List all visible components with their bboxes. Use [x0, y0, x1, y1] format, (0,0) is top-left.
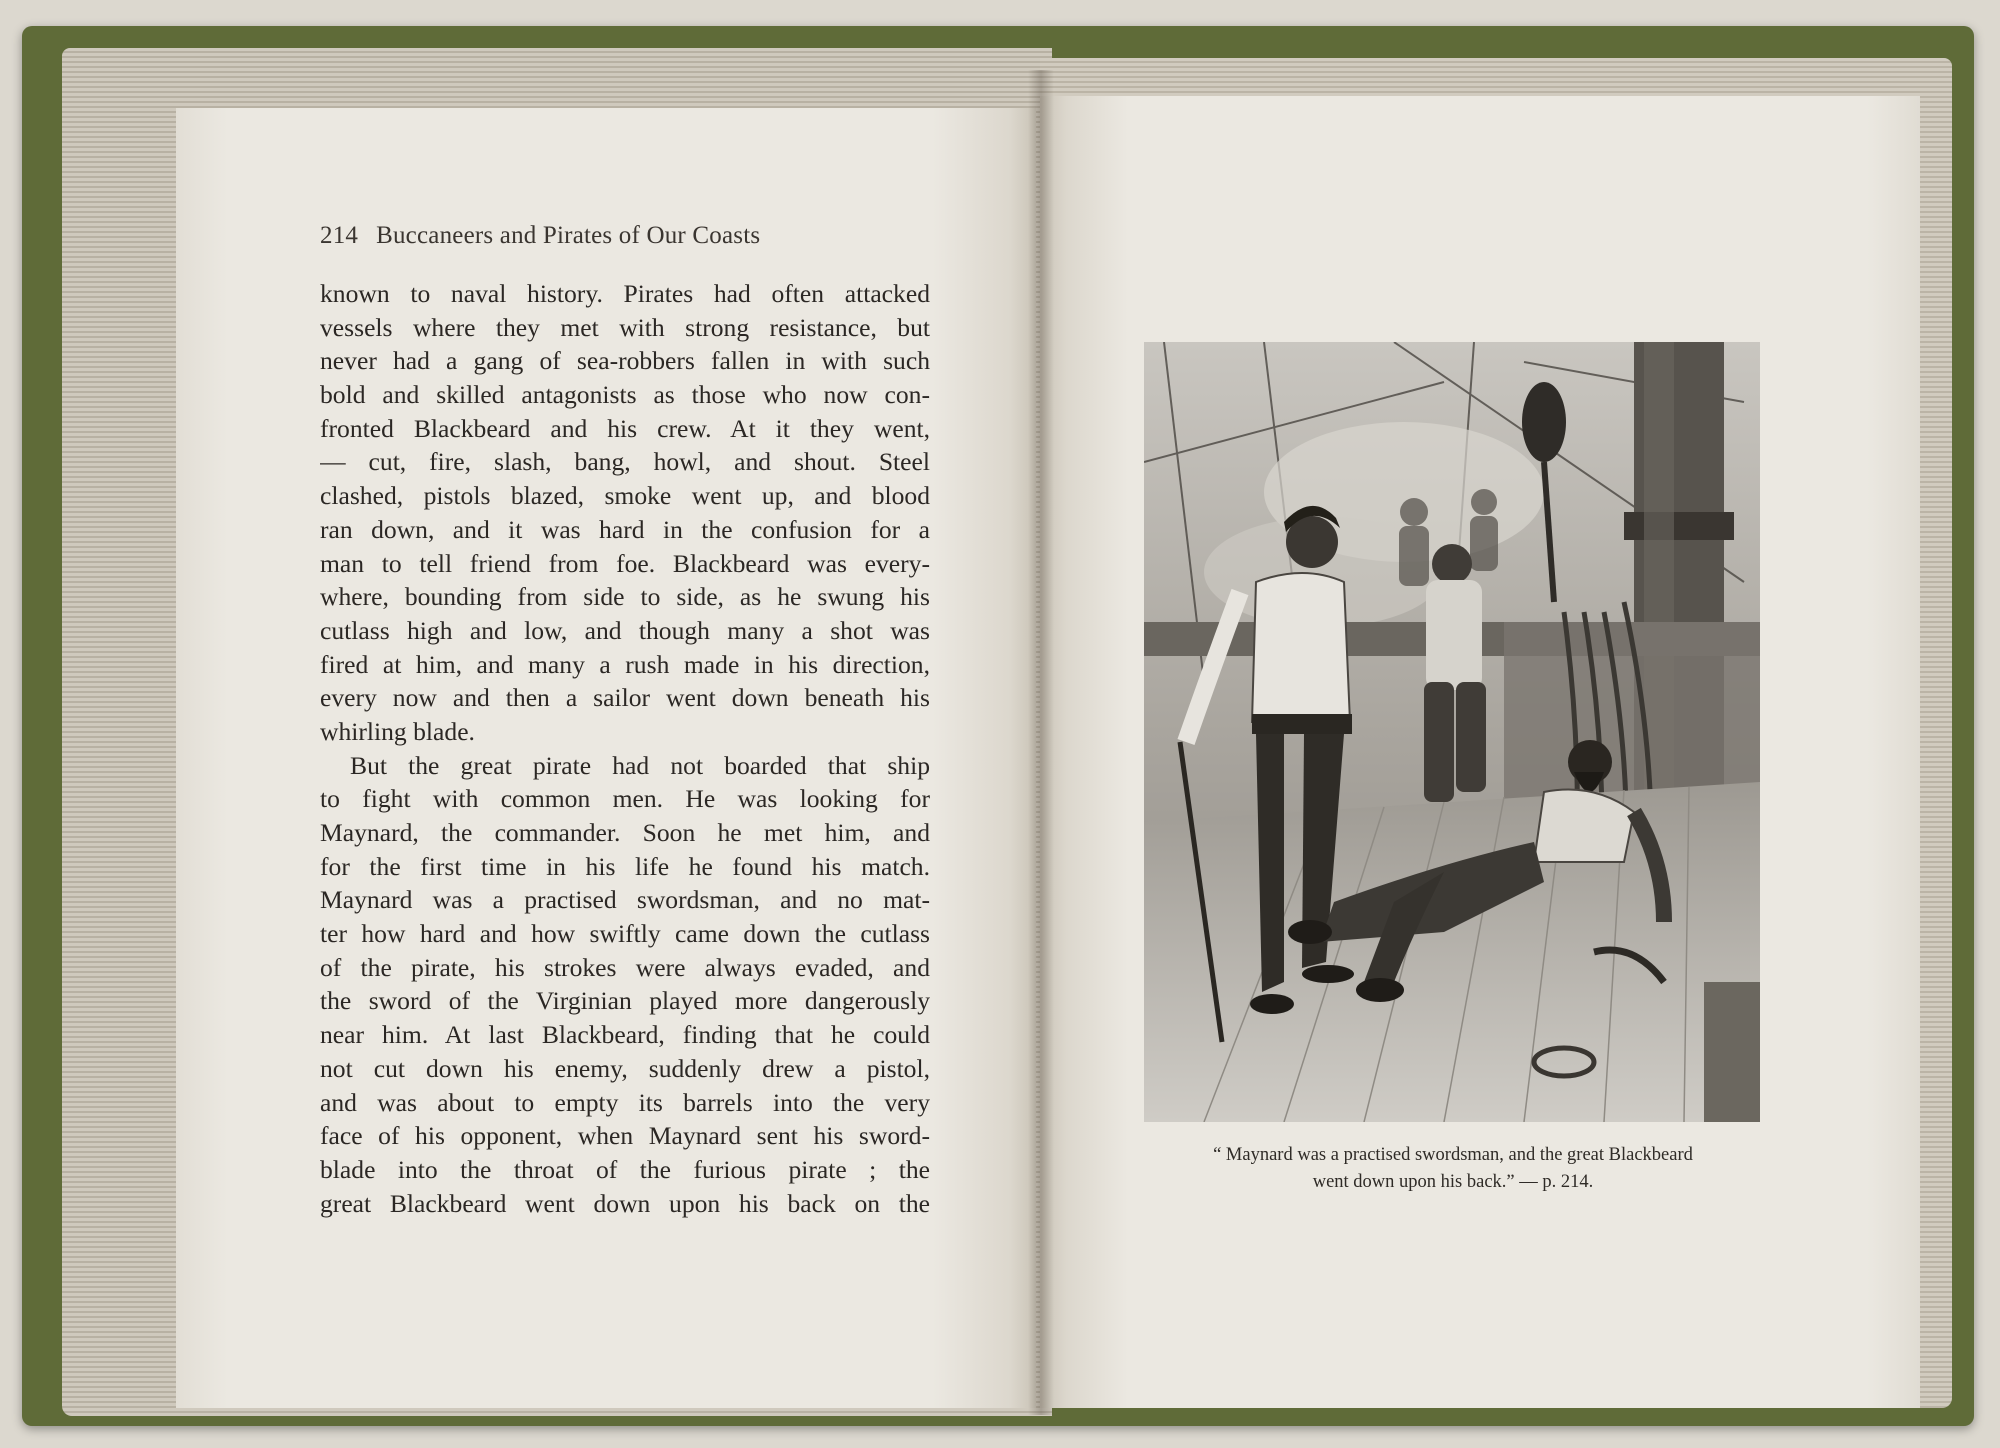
- text-line: of the pirate, his strokes were always evaded, and: [320, 952, 930, 982]
- text-line: fronted Blackbeard and his crew. At it they went,: [320, 413, 930, 443]
- text-line: not cut down his enemy, suddenly drew a pistol,: [320, 1053, 930, 1083]
- text-line: great Blackbeard went down upon his back on the: [320, 1188, 930, 1218]
- text-line: cutlass high and low, and though many a shot was: [320, 615, 930, 645]
- book-title: Buccaneers and Pirates of Our Coasts: [376, 222, 761, 249]
- text-line: blade into the throat of the furious pirate ; the: [320, 1154, 930, 1184]
- text-line: known to naval history. Pirates had often attacked: [320, 279, 930, 308]
- text-line: fired at him, and many a rush made in his direction,: [320, 649, 930, 679]
- text-line: clashed, pistols blazed, smoke went up, and blood: [320, 481, 930, 511]
- text-line: ran down, and it was hard in the confusion for a: [320, 514, 930, 544]
- running-head: [320, 222, 940, 250]
- text-line: Maynard was a practised swordsman, and no mat-: [320, 885, 930, 915]
- text-line: where, bounding from side to side, as he swung his: [320, 582, 930, 612]
- body-text: [320, 277, 930, 1220]
- book-gutter: [1028, 70, 1054, 1415]
- text-line: never had a gang of sea-robbers fallen in with such: [320, 346, 930, 376]
- text-line: — cut, fire, slash, bang, howl, and shout. Steel: [320, 447, 930, 477]
- text-line: Maynard, the commander. Soon he met him, and: [320, 818, 930, 847]
- text-line: the sword of the Virginian played more dangerously: [320, 986, 930, 1016]
- text-line: whirling blade.: [320, 716, 475, 746]
- text-line: for the first time in his life he found his match.: [320, 851, 930, 881]
- caption-line: went down upon his back.” — p. 214.: [1312, 1172, 1594, 1192]
- text-line: ter how hard and how swiftly came down the cutlass: [320, 919, 930, 949]
- text-line: near him. At last Blackbeard, finding that he could: [320, 1020, 930, 1050]
- text-line: every now and then a sailor went down beneath his: [320, 683, 930, 713]
- caption-line: “ Maynard was a practised swordsman, and the great Blackbeard: [1213, 1145, 1693, 1165]
- text-line: vessels where they met with strong resistance, but: [320, 312, 930, 342]
- text-line: bold and skilled antagonists as those who now con-: [320, 380, 930, 410]
- text-line: and was about to empty its barrels into the very: [320, 1087, 930, 1117]
- page-number: 214: [320, 222, 359, 249]
- illustration-plate: [1144, 342, 1760, 1122]
- illustration-caption: [1140, 1142, 1766, 1196]
- text-line: man to tell friend from foe. Blackbeard was every-: [320, 548, 930, 578]
- illustration-duel-scene: [1144, 342, 1760, 1122]
- text-line: But the great pirate had not boarded that ship: [350, 750, 930, 780]
- text-line: to fight with common men. He was looking for: [320, 784, 930, 814]
- text-line: face of his opponent, when Maynard sent his sword-: [320, 1121, 930, 1151]
